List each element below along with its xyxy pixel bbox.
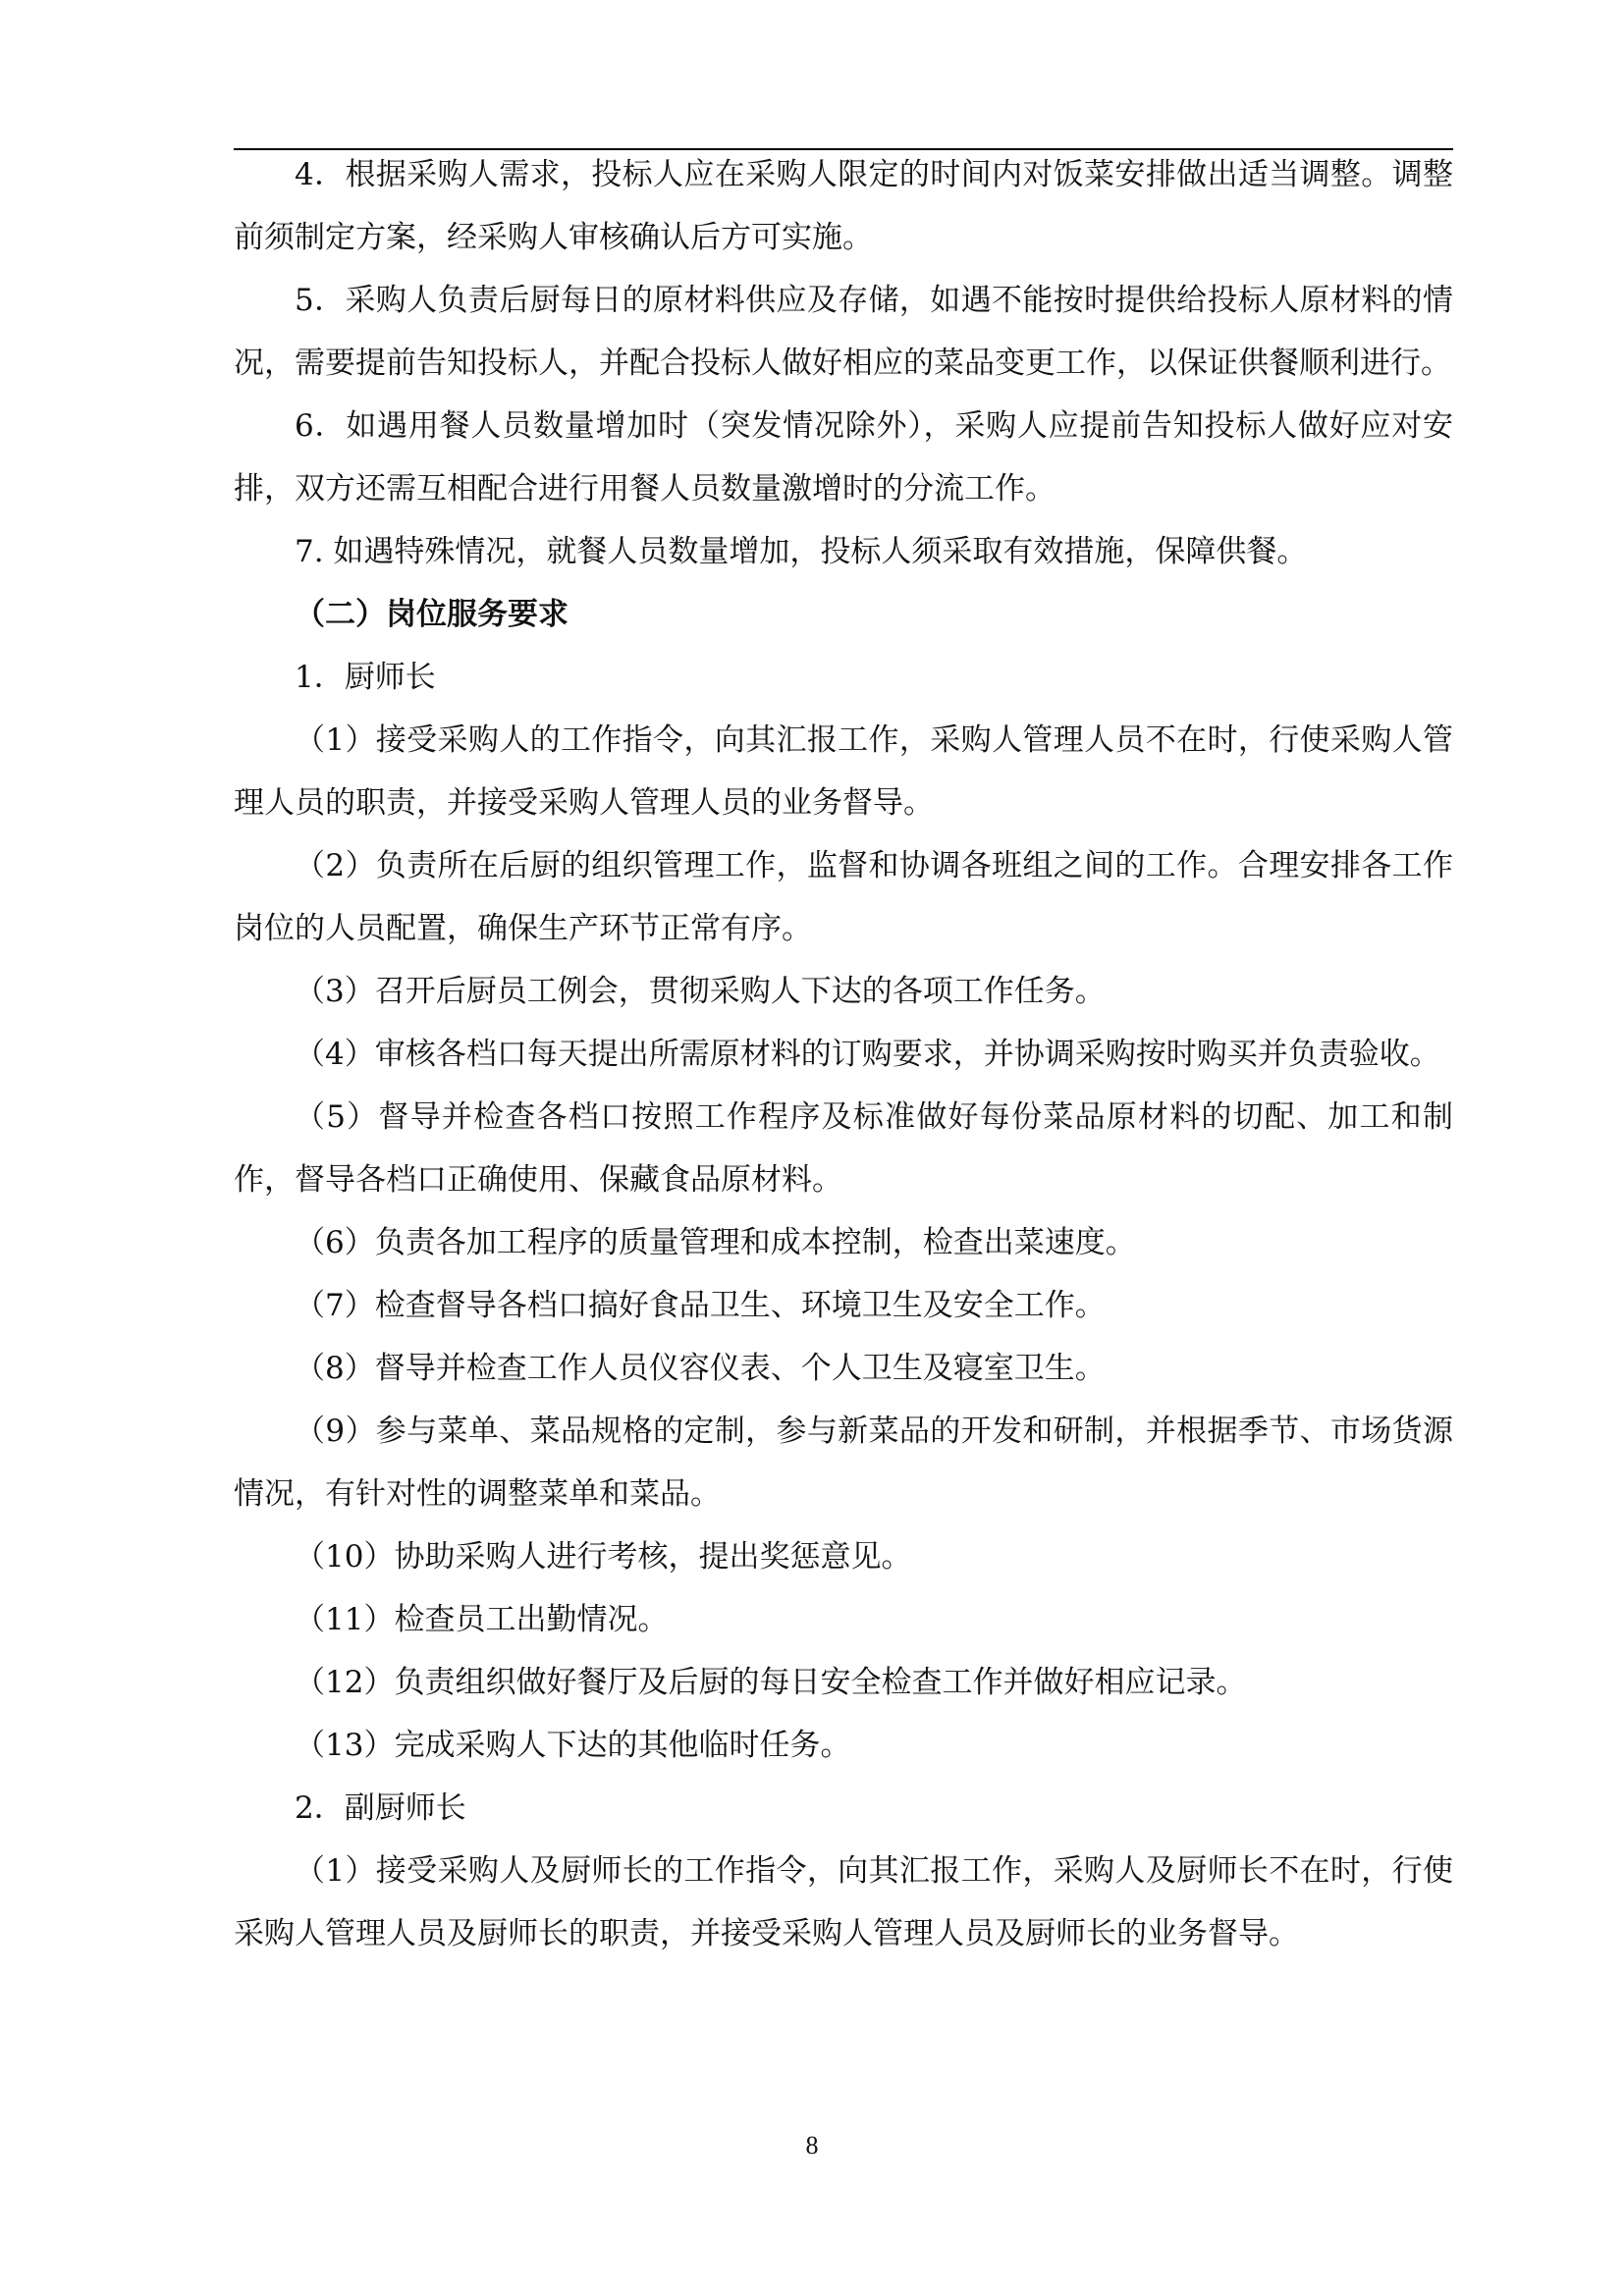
chef-duty-4: （4）审核各档口每天提出所需原材料的订购要求，并协调采购按时购买并负责验收。	[295, 1037, 1440, 1072]
paragraph-item-4: 4．根据采购人需求，投标人应在采购人限定的时间内对饭菜安排做出适当调整。调整前须制定方案，经采购人审核确认后方可实施。	[234, 157, 1453, 255]
chef-duty-12: （12）负责组织做好餐厅及后厨的每日安全检查工作并做好相应记录。	[295, 1665, 1247, 1700]
sous-chef-duty-1: （1）接受采购人及厨师长的工作指令，向其汇报工作，采购人及厨师长不在时，行使采购人管理人员及厨师长的职责，并接受采购人管理人员及厨师长的业务督导。	[234, 1853, 1453, 1951]
chef-duty-10: （10）协助采购人进行考核，提出奖惩意见。	[295, 1539, 912, 1575]
chef-duty-5: （5）督导并检查各档口按照工作程序及标准做好每份菜品原材料的切配、加工和制作，督导各档口正确使用、保藏食品原材料。	[234, 1099, 1453, 1198]
chef-duty-8: （8）督导并检查工作人员仪容仪表、个人卫生及寝室卫生。	[295, 1351, 1106, 1386]
paragraph-item-5: 5．采购人负责后厨每日的原材料供应及存储，如遇不能按时提供给投标人原材料的情况，需要提前告知投标人，并配合投标人做好相应的菜品变更工作，以保证供餐顺利进行。	[234, 283, 1453, 381]
paragraph-item-7: 7. 如遇特殊情况，就餐人员数量增加，投标人须采取有效措施，保障供餐。	[295, 534, 1308, 569]
page-number: 8	[805, 2131, 819, 2160]
chef-duty-11: （11）检查员工出勤情况。	[295, 1602, 669, 1637]
sous-chef-title: 2．副厨师长	[295, 1790, 466, 1826]
chef-duty-3: （3）召开后厨员工例会，贯彻采购人下达的各项工作任务。	[295, 974, 1106, 1009]
chef-duty-7: （7）检查督导各档口搞好食品卫生、环境卫生及安全工作。	[295, 1288, 1106, 1323]
chef-duty-6: （6）负责各加工程序的质量管理和成本控制，检查出菜速度。	[295, 1225, 1136, 1260]
paragraph-item-6: 6．如遇用餐人员数量增加时（突发情况除外），采购人应提前告知投标人做好应对安排，双方还需互相配合进行用餐人员数量激增时的分流工作。	[234, 408, 1453, 507]
chef-duty-9: （9）参与菜单、菜品规格的定制，参与新菜品的开发和研制，并根据季节、市场货源情况，有针对性的调整菜单和菜品。	[234, 1414, 1453, 1512]
chef-duty-13: （13）完成采购人下达的其他临时任务。	[295, 1728, 851, 1763]
chef-duty-2: （2）负责所在后厨的组织管理工作，监督和协调各班组之间的工作。合理安排各工作岗位的人员配置，确保生产环节正常有序。	[234, 848, 1453, 946]
chef-duty-1: （1）接受采购人的工作指令，向其汇报工作，采购人管理人员不在时，行使采购人管理人员的职责，并接受采购人管理人员的业务督导。	[234, 722, 1453, 821]
chef-title: 1．厨师长	[295, 660, 436, 695]
section-heading: （二）岗位服务要求	[295, 597, 568, 632]
document-body	[234, 143, 1453, 1965]
